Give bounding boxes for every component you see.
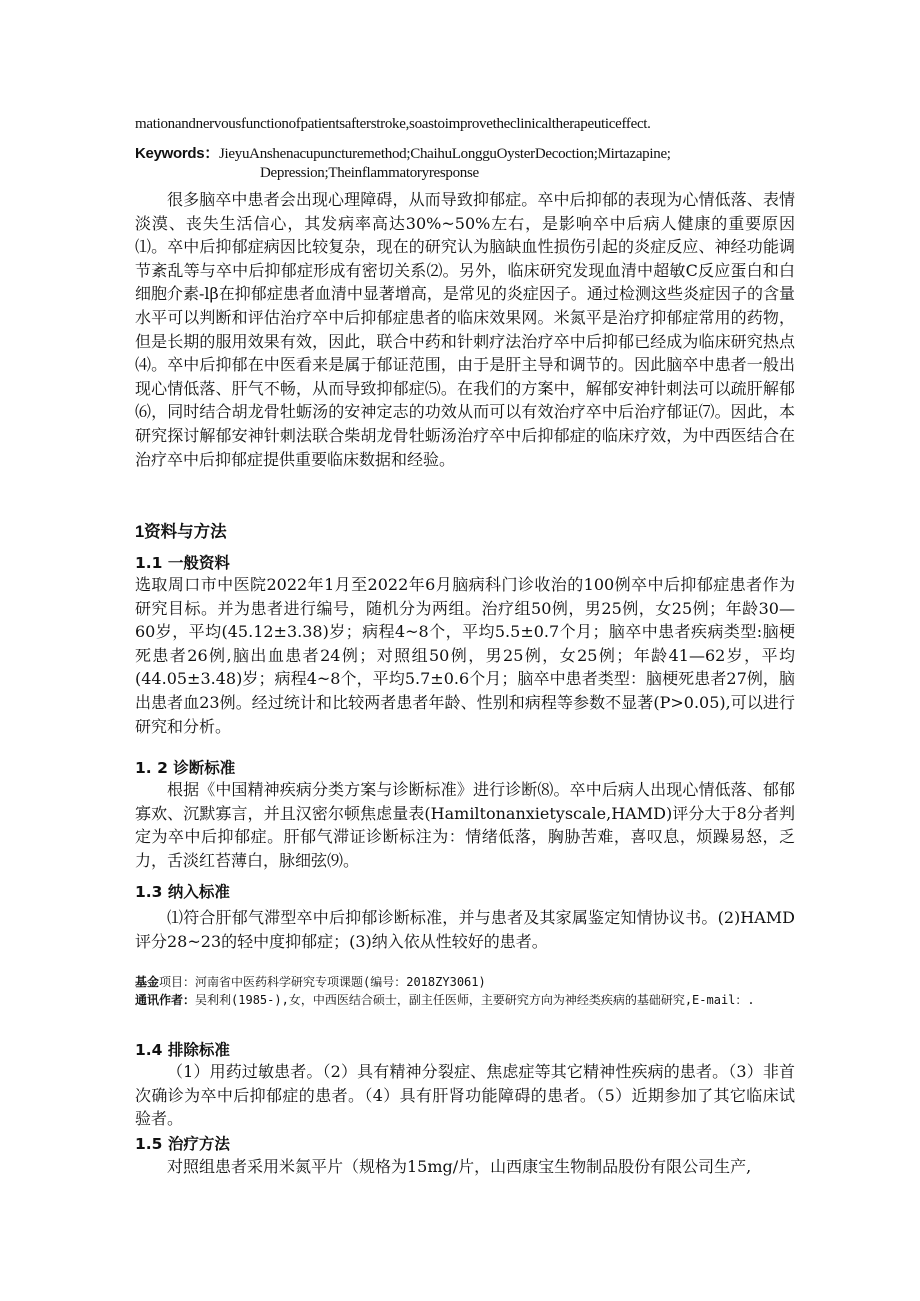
fund-note — [135, 974, 795, 992]
section-1-4-text: （1）用药过敏患者。（2）具有精神分裂症、焦虑症等其它精神性疾病的患者。（3）非首次确诊为卒中后抑郁症的患者。（4）具有肝肾功能障碍的患者。（5）近期参加了其它临床试验者。 — [135, 1062, 795, 1129]
author-text: 吴利利(1985-),女，中西医结合硕士，副主任医师，主要研究方向为神经类疾病的基础研究,E-mail：. — [195, 992, 755, 1007]
fund-text: 项目：河南省中医药科学研究专项课题(编号：2018ZY3061) — [159, 975, 486, 989]
section-1-4-heading: 1.4 排除标准 — [135, 1041, 230, 1059]
keywords-line — [135, 142, 671, 163]
keywords-line-2: Depression;Theinflammatoryresponse — [260, 165, 479, 181]
section-1-2-heading: 1. 2 诊断标准 — [135, 759, 236, 777]
footnote — [135, 974, 795, 1009]
author-note — [135, 992, 795, 1010]
abstract-english-tail: mationandnervousfunctionofpatientsafterstroke,soastoimprovetheclinicaltherapeuticeffect. — [135, 116, 651, 132]
section-1-5-text: 对照组患者采用米氮平片（规格为15mg/片，山西康宝生物制品股份有限公司生产, — [167, 1157, 752, 1176]
section-1-3-heading: 1.3 纳入标准 — [135, 883, 230, 901]
section-1-2-text: 根据《中国精神疾病分类方案与诊断标准》进行诊断⑻。卒中后病人出现心情低落、郁郁寡欢、沉默寡言，并且汉密尔顿焦虑量表(Hamiltonanxietyscale,HAMD)评分大于8分者判定为卒中后抑郁症。肝郁气滞证诊断标注为：情绪低落，胸胁苦难，喜叹息，烦躁易怒，乏力，舌淡红苔薄白，脉细弦⑼。 — [135, 780, 795, 870]
intro-paragraph: 很多脑卒中患者会出现心理障碍，从而导致抑郁症。卒中后抑郁的表现为心情低落、表情淡漠、丧失生活信心，其发病率高达30%~50%左右，是影响卒中后病人健康的重要原因⑴。卒中后抑郁症病因比较复杂，现在的研究认为脑缺血性损伤引起的炎症反应、神经功能调节紊乱等与卒中后抑郁症形成有密切关系⑵。另外，临床研究发现血清中超敏C反应蛋白和白细胞介素-lβ在抑郁症患者血清中显著增高，是常见的炎症因子。通过检测这些炎症因子的含量水平可以判断和评估治疗卒中后抑郁症患者的临床效果网。米氮平是治疗抑郁症常用的药物，但是长期的服用效果有效，因此，联合中药和针刺疗法治疗卒中后抑郁已经成为临床研究热点⑷。卒中后抑郁在中医看来是属于郁证范围，由于是肝主导和调节的。因此脑卒中患者一般出现心情低落、肝气不畅，从而导致抑郁症⑸。在我们的方案中，解郁安神针刺法可以疏肝解郁⑹，同时结合胡龙骨牡蛎汤的安神定志的功效从而可以有效治疗卒中后治疗郁证⑺。因此，本研究探讨解郁安神针刺法联合柴胡龙骨牡蛎汤治疗卒中后抑郁症的临床疗效，为中西医结合在治疗卒中后抑郁症提供重要临床数据和经验。 — [135, 190, 795, 469]
section-1-5-heading: 1.5 治疗方法 — [135, 1135, 230, 1153]
section-1-heading: 1资料与方法 — [135, 523, 227, 541]
author-label: 通讯作者： — [135, 992, 196, 1007]
keywords-text: JieyuAnshenacupuncturemethod;ChaihuLongguOysterDecoction;Mirtazapine; — [219, 146, 671, 162]
fund-label: 基金 — [135, 975, 160, 989]
keywords-label: Keywords： — [135, 145, 219, 162]
section-1-1-heading: 1.1 一般资料 — [135, 554, 230, 572]
section-1-1-text: 选取周口市中医院2022年1月至2022年6月脑病科门诊收治的100例卒中后抑郁症患者作为研究目标。并为患者进行编号，随机分为两组。治疗组50例，男25例，女25例；年龄30—60岁，平均(45.12±3.38)岁；病程4~8个，平均5.5±0.7个月；脑卒中患者疾病类型:脑梗死患者26例,脑出血患者24例；对照组50例，男25例，女25例；年龄41—62岁，平均(44.05±3.48)岁；病程4~8个，平均5.7±0.6个月；脑卒中患者类型：脑梗死患者27例，脑出患者血23例。经过统计和比较两者患者年龄、性别和病程等参数不显著(P>0.05),可以进行研究和分析。 — [135, 575, 795, 736]
section-1-3-text: ⑴符合肝郁气滞型卒中后抑郁诊断标准，并与患者及其家属鉴定知情协议书。(2)HAMD评分28~23的轻中度抑郁症；(3)纳入依从性较好的患者。 — [135, 908, 795, 951]
